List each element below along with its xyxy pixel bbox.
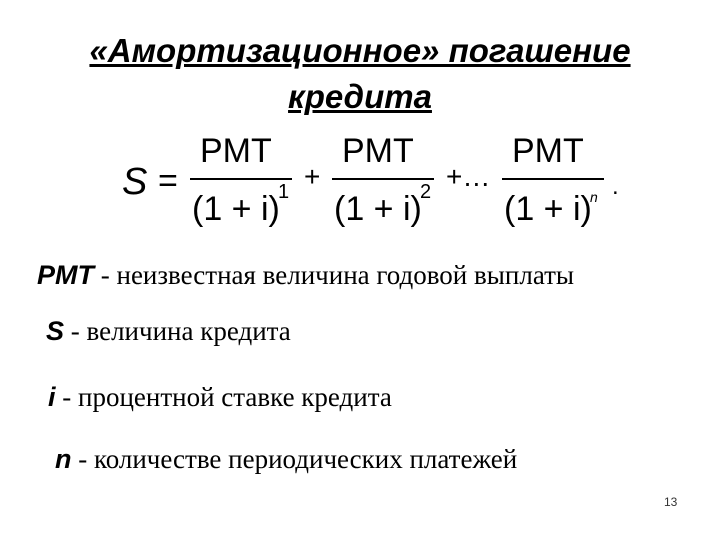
definition-text: - процентной ставке кредита: [55, 382, 392, 412]
definition-symbol: PMT: [37, 260, 94, 290]
definition-symbol: i: [48, 382, 56, 412]
slide-title: [0, 28, 720, 120]
definition-text: - количестве периодических платежей: [71, 444, 518, 474]
term1-denominator: (1 + i): [192, 190, 280, 228]
term2-denominator: (1 + i): [334, 190, 422, 228]
term2-numerator: PMT: [342, 132, 414, 170]
term1-exponent: 1: [278, 181, 290, 203]
annuity-formula: [120, 126, 640, 236]
termn-denominator: (1 + i): [504, 190, 592, 228]
page-number: 13: [664, 495, 678, 509]
termn-exponent: n: [590, 189, 598, 205]
formula-end-dot: .: [612, 173, 619, 200]
term2-exponent: 2: [420, 181, 432, 203]
formula-equals: =: [158, 162, 178, 200]
definition-symbol: n: [55, 444, 72, 474]
formula-lhs: S: [122, 161, 148, 203]
term1-numerator: PMT: [200, 132, 272, 170]
title-line-2: кредита: [288, 78, 432, 115]
formula-plus-1: +: [304, 161, 321, 192]
termn-numerator: PMT: [512, 132, 584, 170]
definition-symbol: S: [46, 316, 65, 346]
definition-s: [46, 315, 291, 347]
definition-i: [48, 381, 392, 413]
formula-plus-dots: +…: [446, 161, 491, 192]
formula-graphic: [120, 126, 640, 236]
title-line-1: «Амортизационное» погашение: [89, 32, 631, 69]
definition-text: - величина кредита: [64, 316, 291, 346]
definition-pmt: [37, 259, 574, 291]
definition-text: - неизвестная величина годовой выплаты: [94, 260, 575, 290]
definition-n: [55, 443, 517, 475]
